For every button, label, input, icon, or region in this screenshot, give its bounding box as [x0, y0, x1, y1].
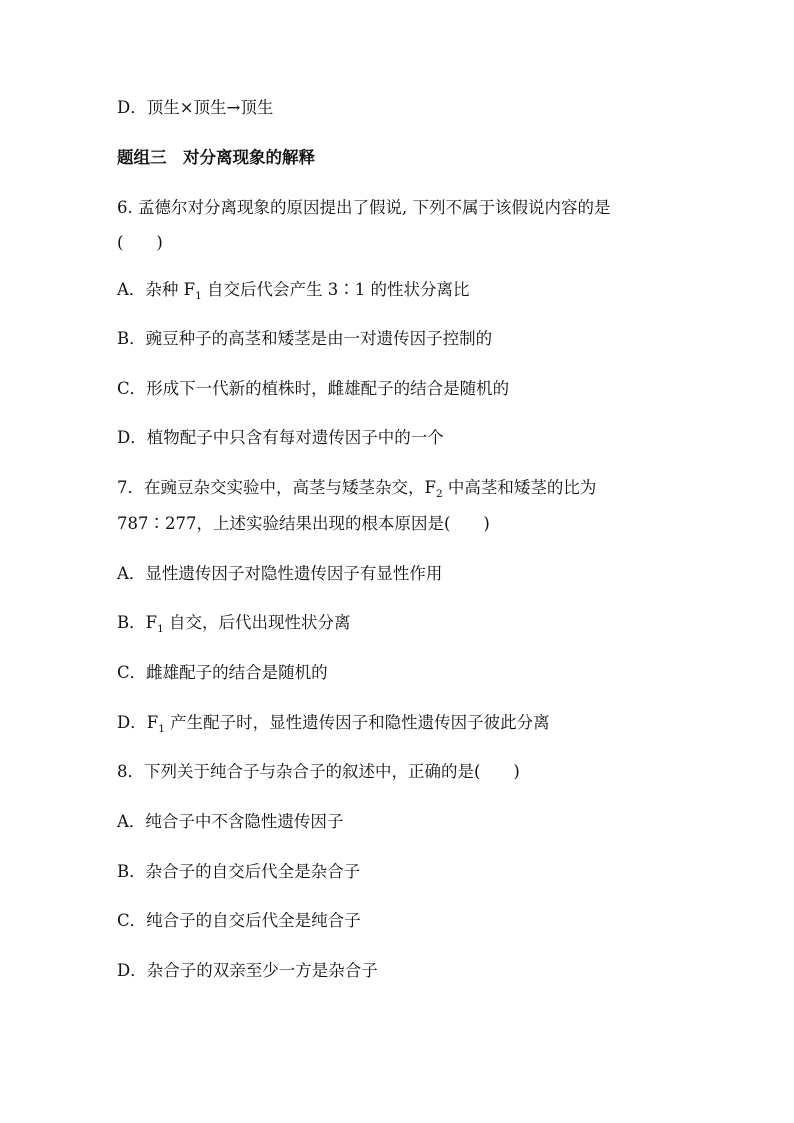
- q6-stem: 6. 孟德尔对分离现象的原因提出了假说, 下列不属于该假说内容的是: [117, 198, 611, 217]
- q6-option-c: C．形成下一代新的植株时，雌雄配子的结合是随机的: [117, 379, 510, 398]
- q7-option-b: [117, 612, 351, 634]
- subscript: 1: [157, 623, 164, 635]
- q6-option-a-text: A．杂种 F: [117, 280, 196, 299]
- q8-option-d: D．杂合子的双亲至少一方是杂合子: [117, 961, 378, 980]
- q7-stem-line2: 787∶277，上述实验结果出现的根本原因是( ): [117, 514, 490, 533]
- q7-option-a: A．显性遗传因子对隐性遗传因子有显性作用: [117, 564, 443, 583]
- subscript: 1: [195, 290, 202, 302]
- q7-option-c: C．雌雄配子的结合是随机的: [117, 663, 328, 682]
- q7-option-d-text: D．F: [117, 713, 159, 732]
- q7-stem-text-end: 中高茎和矮茎的比为: [442, 478, 597, 497]
- q8-stem: 8．下列关于纯合子与杂合子的叙述中，正确的是( ): [117, 762, 520, 781]
- section-heading: 题组三 对分离现象的解释: [117, 148, 315, 167]
- q8-option-a: A．纯合子中不含隐性遗传因子: [117, 812, 344, 831]
- q6-option-a: [117, 279, 470, 301]
- q6-option-a-text-end: 自交后代会产生 3∶1 的性状分离比: [201, 280, 470, 299]
- q8-option-c: C．纯合子的自交后代全是纯合子: [117, 911, 361, 930]
- q7-option-b-text-end: 自交，后代出现性状分离: [163, 613, 351, 632]
- q5-option-d: D．顶生×顶生→顶生: [117, 98, 274, 117]
- subscript: 1: [158, 723, 165, 735]
- q7-option-b-text: B．F: [117, 613, 158, 632]
- q7-option-d-text-end: 产生配子时，显性遗传因子和隐性遗传因子彼此分离: [164, 713, 550, 732]
- q7-stem-text: 7．在豌豆杂交实验中，高茎与矮茎杂交，F: [117, 478, 436, 497]
- q7-option-d: [117, 712, 550, 734]
- q6-option-d: D．植物配子中只含有每对遗传因子中的一个: [117, 428, 444, 447]
- subscript: 2: [435, 488, 443, 500]
- q6-option-b: B．豌豆种子的高茎和矮茎是由一对遗传因子控制的: [117, 329, 493, 348]
- q8-option-b: B．杂合子的自交后代全是杂合子: [117, 862, 361, 881]
- q7-stem: [117, 477, 596, 499]
- q6-answer-paren: ( ): [117, 233, 163, 252]
